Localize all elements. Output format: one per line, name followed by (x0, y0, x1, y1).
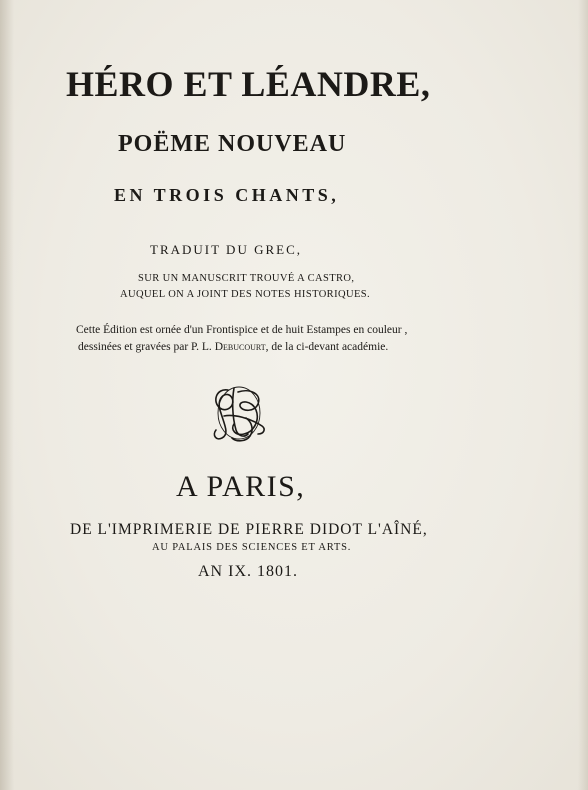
book-title: HÉRO ET LÉANDRE, (66, 64, 431, 104)
edition-note-line-1: Cette Édition est ornée d'un Frontispice et de huit Estampes en couleur , (76, 324, 408, 336)
edition-note-line-2 (78, 341, 388, 353)
printer-address: AU PALAIS DES SCIENCES ET ARTS. (152, 542, 352, 553)
edition-note-suffix: , de la ci-devant académie. (265, 341, 389, 353)
printer-monogram-icon (206, 380, 272, 446)
book-parts: EN TROIS CHANTS, (114, 185, 340, 205)
spine-shadow (0, 0, 14, 790)
printer-name: DE L'IMPRIMERIE DE PIERRE DIDOT L'AÎNÉ, (70, 521, 428, 538)
publication-place: A PARIS, (176, 470, 306, 503)
engraver-name: Debucourt (214, 341, 266, 353)
book-subtitle: POËME NOUVEAU (118, 131, 347, 157)
publication-date: AN IX. 1801. (198, 563, 298, 580)
historical-notes-line: AUQUEL ON A JOINT DES NOTES HISTORIQUES. (120, 289, 371, 300)
manuscript-source: SUR UN MANUSCRIT TROUVÉ A CASTRO, (138, 273, 355, 284)
translated-from: TRADUIT DU GREC, (150, 242, 303, 257)
page-edge-shadow (578, 0, 588, 790)
edition-note-prefix: dessinées et gravées par P. L. (78, 341, 215, 353)
